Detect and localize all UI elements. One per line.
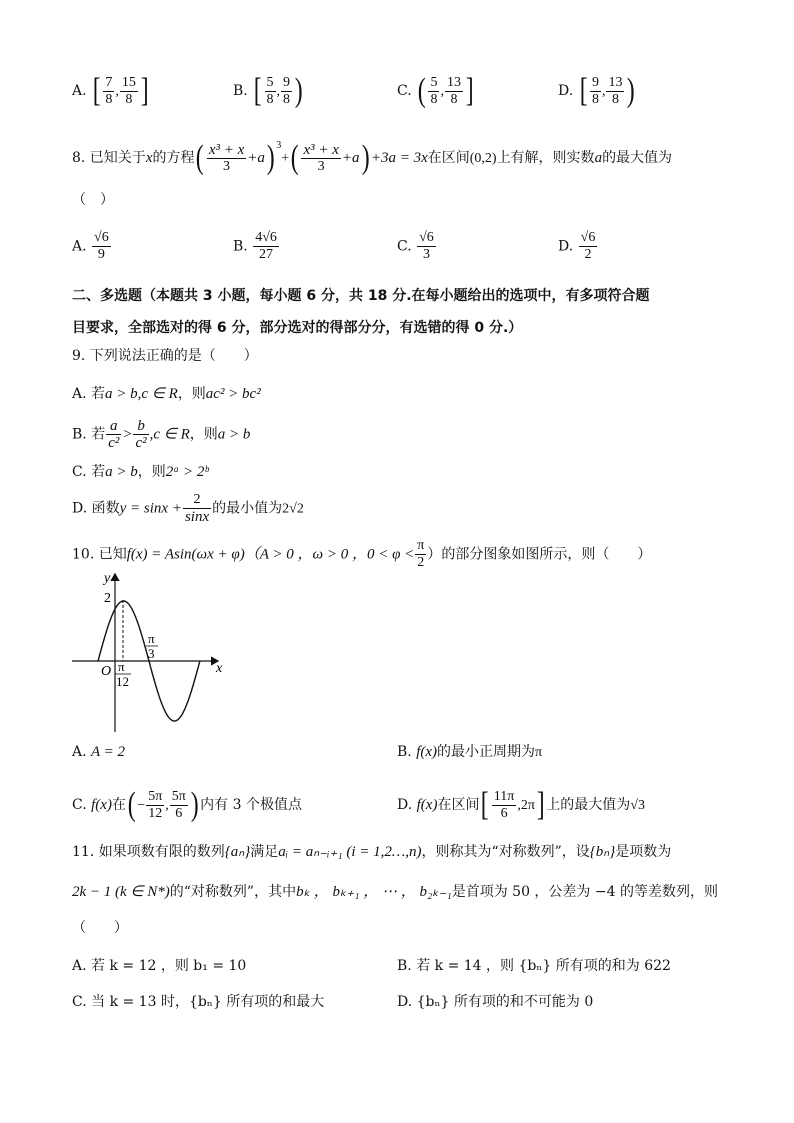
fraction: [428, 75, 439, 108]
fraction: [417, 230, 436, 263]
denominator: 12: [148, 805, 163, 821]
q11-option-c: C. 当 k = 13 时，{bₙ} 所有项的和最大: [72, 994, 325, 1010]
option-label: A.: [72, 744, 87, 760]
q9-option-d: [72, 492, 304, 525]
text: 在区间: [427, 150, 470, 166]
fraction: [301, 142, 340, 175]
option-label: D.: [558, 238, 574, 255]
numerator: b: [133, 418, 148, 435]
text: ，则: [177, 386, 206, 402]
comma: ,: [440, 84, 444, 99]
bracket: ]: [140, 72, 149, 109]
text: 的方程: [152, 150, 195, 166]
expr: a > b: [105, 464, 138, 480]
paren-open: (: [127, 786, 136, 823]
denominator: 6: [500, 805, 508, 821]
denominator: 2: [417, 555, 425, 570]
option-label: B.: [233, 83, 248, 99]
paren-close: ): [361, 139, 370, 176]
denominator: 27: [259, 247, 274, 262]
expr: 2√2: [282, 501, 304, 517]
origin-label: O: [101, 664, 112, 679]
expr: f(x): [416, 744, 438, 760]
q11-option-b: B. 若 k = 14 ，则 {bₙ} 所有项的和为 622: [397, 958, 671, 974]
bracket: ]: [465, 72, 474, 109]
function: f(x) = Asin(ωx + φ): [126, 546, 245, 563]
pi3-denominator: 3: [148, 646, 155, 661]
numerator: 5π: [148, 788, 163, 804]
pi12-denominator: 12: [116, 674, 129, 689]
q9-option-a: [72, 384, 261, 404]
paren-open: (: [290, 139, 299, 176]
expr: 2k − 1 (k ∈ N*): [72, 884, 170, 900]
numerator: x³ + x: [208, 141, 245, 158]
q10-stem: [72, 538, 651, 571]
denominator: 6: [175, 805, 183, 821]
q11-answer-paren: （ ）: [72, 920, 128, 936]
expr: f(x): [91, 797, 112, 813]
q10-option-b: [397, 742, 542, 763]
option-label: D.: [397, 797, 413, 813]
text: ，则: [137, 464, 166, 480]
fraction: [146, 789, 164, 822]
text: 的“对称数列”，其中: [169, 884, 297, 900]
expr: f(x): [416, 797, 438, 813]
q7-option-a: [72, 74, 150, 108]
paren-open: (: [196, 139, 205, 176]
text: 上有解，则实数: [496, 150, 595, 166]
numerator: √6: [94, 230, 109, 245]
expr: a > b: [217, 426, 251, 443]
numerator: 2: [183, 492, 211, 509]
option-label: B. 若: [72, 426, 106, 443]
numerator: 9: [591, 74, 599, 90]
q8-option-b: [233, 230, 280, 263]
numerator: 5: [430, 74, 438, 90]
interval: (0,2): [469, 151, 497, 166]
peak-value-label: 2: [104, 591, 111, 606]
condition: （A > 0 ，ω > 0 ，0 < φ <: [244, 546, 415, 563]
bracket: [: [92, 72, 101, 109]
denominator: 3: [422, 247, 430, 262]
numerator: √6: [419, 230, 434, 245]
x-axis-label: x: [216, 661, 223, 676]
q7-option-c: [397, 74, 475, 108]
fraction: [170, 789, 188, 822]
q8-answer-paren: （ ）: [72, 192, 114, 208]
fraction: [253, 230, 279, 263]
fraction: [120, 75, 138, 108]
bracket: (: [417, 72, 426, 109]
pi12-numerator: π: [118, 659, 125, 674]
text: ，则: [189, 426, 218, 443]
option-label: C.: [72, 797, 87, 813]
expr: ac² > bc²: [205, 386, 261, 402]
fraction: [415, 538, 426, 571]
fraction: [590, 75, 601, 108]
option-label: D. 函数: [72, 500, 120, 517]
denominator: 8: [266, 91, 274, 107]
numerator: a: [106, 418, 121, 435]
numerator: 9: [283, 74, 291, 90]
q11-number: 11. 如果项数有限的数列: [72, 844, 225, 860]
q11-stem-line2: [72, 882, 718, 902]
q10-option-a: [72, 742, 125, 762]
text: 内有 3 个极值点: [200, 797, 302, 813]
denominator: c²: [108, 435, 120, 451]
option-label: A.: [72, 83, 87, 99]
denominator: 8: [283, 91, 291, 107]
text: 上的最大值为: [546, 797, 631, 813]
q7-option-d: [558, 74, 637, 108]
denominator: 2: [584, 247, 592, 262]
paren-close: ): [266, 139, 275, 176]
section-heading: 二、多选题（本题共 3 小题，每小题 6 分，共 18 分.在每小题给出的选项中，有多项符合题: [72, 288, 650, 304]
fraction: [183, 492, 211, 525]
expr: √3: [630, 798, 645, 813]
option-label: B.: [233, 238, 248, 255]
option-label: D.: [558, 83, 574, 99]
expr: 2ᵃ > 2ᵇ: [165, 464, 209, 480]
expr: aᵢ = aₙ₋ᵢ₊₁ (i = 1,2…,n): [278, 844, 422, 860]
fraction: [103, 75, 114, 108]
numerator: 4√6: [255, 230, 277, 245]
expr: ,c ∈ R: [149, 426, 190, 443]
section-heading-cont: 目要求，全部选对的得 6 分，部分选对的得部分分，有选错的得 0 分.）: [72, 320, 523, 336]
var-x: x: [145, 150, 153, 166]
numerator: 13: [608, 74, 623, 90]
numerator: 5: [266, 74, 274, 90]
comma: ,: [601, 84, 606, 99]
option-label: C. 若: [72, 464, 106, 480]
expr: a > b,c ∈ R: [105, 386, 178, 402]
expr: y = sinx +: [119, 500, 182, 517]
comma: ,: [276, 84, 281, 99]
fraction: [606, 75, 624, 108]
text: ，则称其为“对称数列”，设: [421, 844, 590, 860]
denominator: 9: [97, 247, 105, 262]
q9-option-c: [72, 462, 208, 482]
bracket: [: [253, 72, 262, 109]
q8-option-c: [397, 230, 437, 263]
expr: ,2π: [517, 798, 535, 813]
fraction: [106, 418, 121, 451]
bracket-open: [: [481, 786, 490, 823]
numerator: √6: [580, 230, 596, 245]
y-axis-label: y: [104, 571, 111, 586]
denominator: 8: [611, 91, 619, 107]
fraction: [133, 418, 148, 451]
text: 是项数为: [615, 844, 672, 860]
option-label: A.: [72, 238, 87, 255]
denominator: c²: [135, 435, 147, 451]
fraction: [265, 75, 276, 108]
expr: +a: [341, 150, 360, 166]
q10-option-d: [397, 788, 645, 822]
option-label: A. 若: [72, 386, 106, 402]
expr: +a: [247, 150, 265, 166]
numerator: 7: [105, 74, 113, 90]
denominator: 8: [450, 91, 458, 107]
text: 在: [111, 797, 126, 813]
text: 满足: [250, 844, 279, 860]
q8-number: 8. 已知关于: [72, 150, 146, 166]
fraction: [92, 230, 111, 263]
plus: +: [281, 151, 290, 166]
fraction: [445, 75, 463, 108]
denominator: 8: [591, 91, 599, 107]
denominator: 3: [223, 158, 231, 174]
fraction: [207, 142, 246, 175]
text: ）的部分图象如图所示，则（ ）: [427, 546, 652, 563]
exponent: 3: [276, 140, 282, 151]
sine-graph: [68, 568, 238, 736]
expr: π: [535, 745, 543, 760]
option-label: C.: [397, 238, 412, 255]
q10-option-c: C. f(x)在( − $\frac{5\pi}{12}$ , $\frac{5\pi}{6}$ ) 内有 3 个极值点: [72, 786, 302, 823]
expr: A = 2: [91, 744, 126, 760]
q8-stem: [72, 136, 672, 175]
text: 的最小正周期为: [437, 744, 536, 760]
bracket: ): [627, 72, 636, 109]
q11-stem: [72, 842, 671, 862]
bracket: ): [294, 72, 303, 109]
fraction: [281, 75, 292, 108]
paren-close: ): [190, 786, 199, 823]
q7-option-b: [233, 74, 304, 108]
numerator: 15: [121, 74, 136, 90]
numerator: π: [417, 538, 425, 553]
q10-number: 10. 已知: [72, 546, 127, 563]
option-label: B.: [397, 744, 412, 760]
denominator: 8: [105, 91, 113, 107]
numerator: 13: [446, 74, 461, 90]
numerator: 11π: [493, 788, 515, 804]
expr: bₖ ， bₖ₊₁ ， ⋯ ， b₂ₖ₋₁: [296, 884, 452, 900]
pi3-numerator: π: [148, 631, 155, 646]
q11-option-d: D. {bₙ} 所有项的和不可能为 0: [397, 994, 594, 1010]
fraction: [492, 789, 517, 822]
q9-option-b: [72, 418, 250, 451]
denominator: 8: [430, 91, 438, 107]
gt: >: [122, 426, 133, 443]
comma: ,: [115, 84, 119, 99]
bracket-close: ]: [536, 786, 545, 823]
text: 是首项为 50 ，公差为 −4 的等差数列，则: [451, 884, 718, 900]
denominator: sinx: [184, 509, 210, 525]
text: 的最大值为: [602, 150, 673, 166]
q11-option-a: A. 若 k = 12 ，则 b₁ = 10: [72, 958, 247, 974]
denominator: 8: [125, 91, 133, 107]
option-label: C.: [397, 83, 412, 99]
fraction: [579, 230, 598, 263]
q9-stem: 9. 下列说法正确的是（ ）: [72, 348, 258, 364]
expr: {aₙ}: [224, 844, 251, 860]
bracket: [: [579, 72, 588, 109]
text: 在区间: [437, 797, 480, 813]
expr: {bₙ}: [589, 844, 616, 860]
numerator: x³ + x: [303, 141, 339, 158]
text: 的最小值为: [212, 500, 283, 517]
denominator: 3: [317, 158, 325, 174]
q8-option-d: [558, 230, 598, 263]
q8-option-a: [72, 230, 112, 263]
var-a: a: [594, 150, 603, 166]
numerator: 5π: [171, 788, 186, 804]
expr: +3a = 3x: [370, 150, 428, 166]
